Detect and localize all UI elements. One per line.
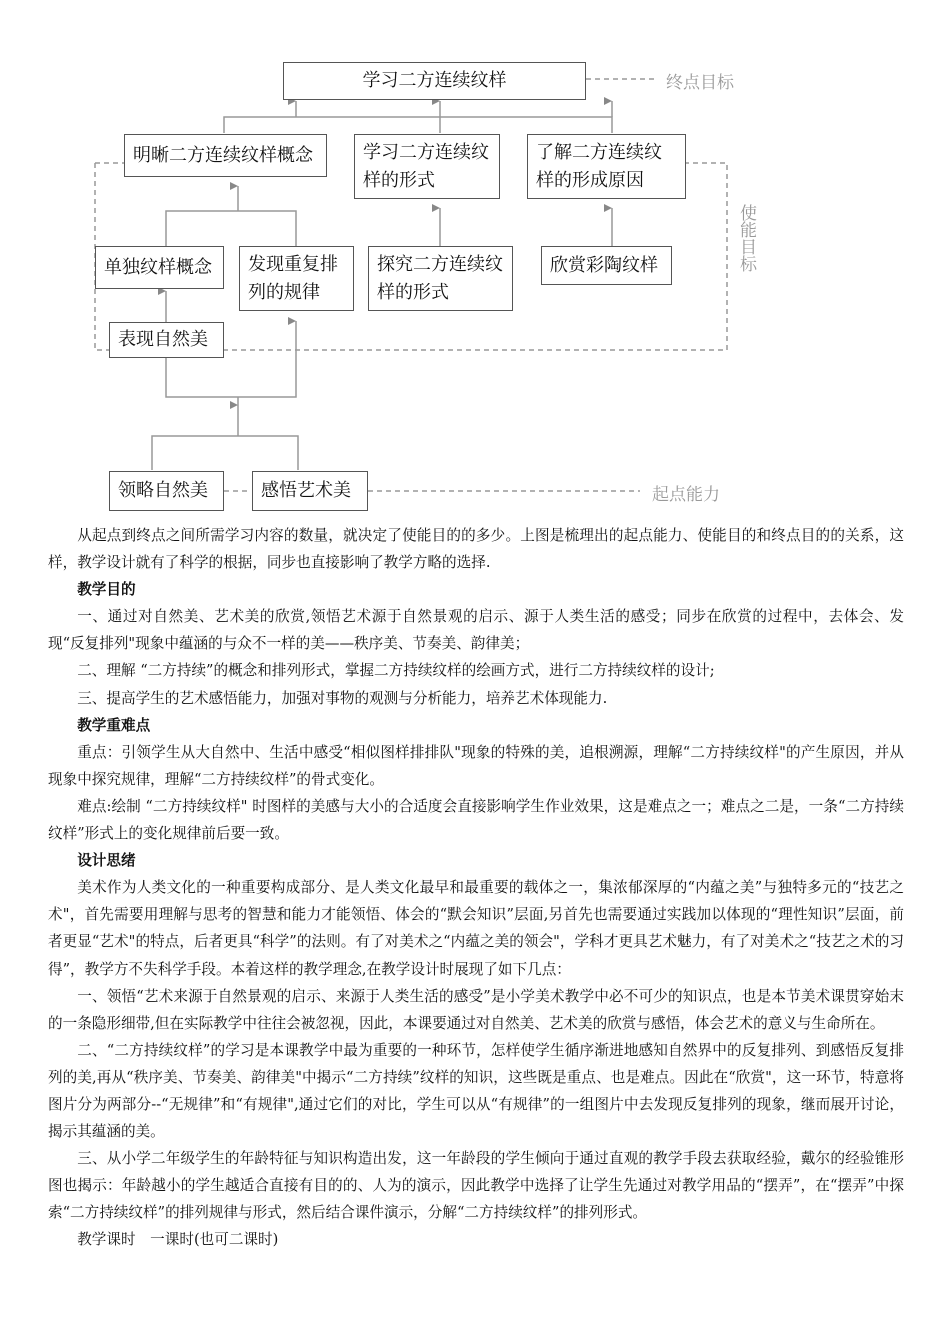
box-base-art: 感悟艺术美 <box>252 471 368 511</box>
base-connector <box>152 436 298 470</box>
paragraph: 从起点到终点之间所需学习内容的数量，就决定了使能目的的多少。上图是梳理出的起点能力、使能目的和终点目的的关系，这样，教学设计就有了科学的根据，同步也直接影响了教学方略的选择. <box>48 527 904 572</box>
paragraph: 三、从小学二年级学生的年龄特征与知识构造出发，这一年龄段的学生倾向于通过直观的教学手段去获取经验，戴尔的经验锥形图也揭示：年龄越小的学生越适合直接有目的的、人为的演示，因此教学中选择了让学生先通过对教学用品的“摆弄”，在“摆弄”中探索“二方持续纹样”的排列规律与形式，然后结合课件演示，分解“二方持续纹样”的排列形式。 <box>48 1150 904 1222</box>
box-mid-cause: 了解二方连续纹样的形成原因 <box>527 134 686 199</box>
paragraph: 二、理解 “二方持续”的概念和排列形式，掌握二方持续纹样的绘画方式，进行二方持续纹样的设计; <box>77 662 715 680</box>
box-base-nature: 领略自然美 <box>109 471 224 511</box>
box-low-rule: 发现重复排列的规律 <box>239 246 354 311</box>
box-low-pottery: 欣赏彩陶纹样 <box>541 246 672 285</box>
section-heading-keypoints: 教学重难点 <box>77 716 151 734</box>
upper-connector <box>166 358 296 397</box>
low-to-mid1-connector <box>166 211 296 246</box>
paragraph: 教学课时 一课时(也可二课时) <box>77 1231 279 1249</box>
label-enable-goal: 使能目标 <box>736 204 756 272</box>
paragraph: 美术作为人类文化的一种重要构成部分、是人类文化最早和最重要的载体之一，集浓郁深厚的“内蕴之美”与独特多元的“技艺之术"，首先需要用理解与思考的智慧和能力才能领悟、体会的“默会知识”层面,另首先也需要通过实践加以体现的“理性知识”层面，前者更显“艺术"的特点，后者更具“科学”的法则。有了对美术之“内蕴之美的领会"，学科才更具艺术魅力，有了对美术之“技艺之术的习得”，教学方不失科学手段。本着这样的教学理念,在教学设计时展现了如下几点： <box>48 879 904 978</box>
section-heading-goals: 教学目的 <box>77 581 136 599</box>
box-top-goal: 学习二方连续纹样 <box>283 62 586 100</box>
paragraph: 一、通过对自然美、艺术美的欣赏,领悟艺术源于自然景观的启示、源于人类生活的感受；同步在欣赏的过程中，去体会、发现“反复排列"现象中蕴涵的与众不一样的美——秩序美、节奏美、韵律美； <box>48 608 904 653</box>
box-low-single: 单独纹样概念 <box>95 246 224 289</box>
box-mid-concept: 明晰二方连续纹样概念 <box>124 134 327 177</box>
paragraph: 难点:绘制 “二方持续纹样" 时图样的美感与大小的合适度会直接影响学生作业效果，这是难点之一；难点之二是，一条“二方持续纹样”形式上的变化规律前后要一致。 <box>48 797 904 843</box>
goal-diagram <box>0 0 950 520</box>
paragraph: 重点：引领学生从大自然中、生活中感受“相似图样排排队"现象的特殊的美，追根溯源，理解“二方持续纹样"的产生原因，并从现象中探究规律，理解“二方持续纹样”的骨式变化。 <box>48 743 904 788</box>
paragraph: 一、领悟“艺术来源于自然景观的启示、来源于人类生活的感受”是小学美术教学中必不可少的知识点，也是本节美术课贯穿始末的一条隐形细带,但在实际教学中往往会被忽视，因此，本课要通过对自然美、艺术美的欣赏与感悟，体会艺术的意义与生命所在。 <box>48 987 904 1032</box>
mid-to-top-connector <box>224 117 612 133</box>
body-text <box>48 522 904 1254</box>
label-end-goal: 终点目标 <box>666 73 734 93</box>
box-low-explore: 探究二方连续纹样的形式 <box>368 246 513 311</box>
paragraph: 二、“二方持续纹样”的学习是本课教学中最为重要的一种环节，怎样使学生循序渐进地感知自然界中的反复排列、到感悟反复排列的美,再从“秩序美、节奏美、韵律美"中揭示“二方持续”纹样的知识，这些既是重点、也是难点。因此在“欣赏"，这一环节，特意将图片分为两部分--“无规律”和“有规律",通过它们的对比，学生可以从“有规律”的一组图片中去发现反复排列的现象，继而展开讨论，揭示其蕴涵的美。 <box>48 1041 904 1141</box>
box-nature: 表现自然美 <box>109 322 224 358</box>
section-heading-design: 设计思绪 <box>77 852 136 870</box>
paragraph: 三、提高学生的艺术感悟能力，加强对事物的观测与分析能力，培养艺术体现能力. <box>77 689 608 707</box>
label-start-ability: 起点能力 <box>652 485 720 505</box>
box-mid-form: 学习二方连续纹样的形式 <box>354 134 500 199</box>
